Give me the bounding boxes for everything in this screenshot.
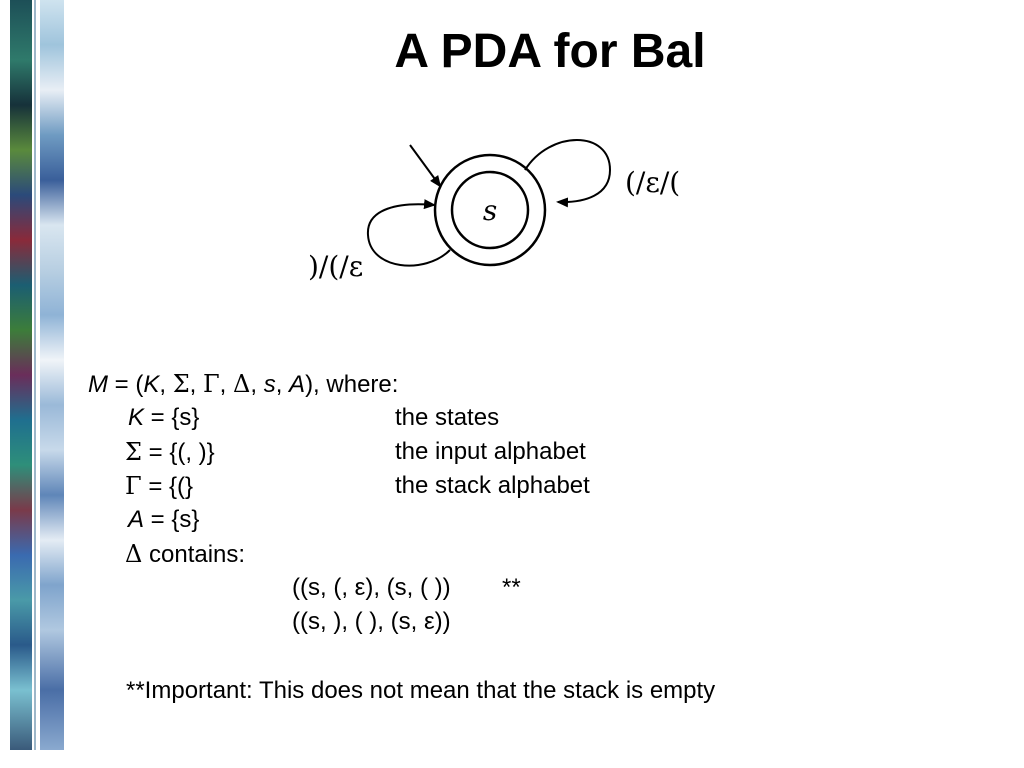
- comma: ,: [250, 371, 264, 398]
- row-symbol: Γ: [125, 472, 142, 500]
- state-label: s: [482, 194, 498, 227]
- row-symbol: Σ: [125, 438, 142, 466]
- comma: ,: [159, 371, 173, 398]
- right-self-loop: [525, 140, 610, 202]
- row-rhs: = {(}: [141, 473, 194, 500]
- def-row-k-desc: the states: [395, 404, 500, 431]
- where-text: ), where:: [305, 371, 399, 398]
- def-row-gamma: [125, 472, 193, 501]
- delta-contains-text: contains:: [142, 541, 246, 568]
- machine-symbol: M: [88, 371, 108, 398]
- accepting-set-symbol: A: [289, 371, 306, 398]
- def-row-gamma-desc: the stack alphabet: [395, 472, 590, 499]
- transition-1-note: **: [502, 574, 521, 601]
- def-row-sigma: [125, 438, 215, 467]
- row-symbol: K: [128, 404, 145, 431]
- comma: ,: [219, 371, 234, 398]
- left-loop-label: )/(/ε: [308, 250, 364, 283]
- def-row-sigma-desc: the input alphabet: [395, 438, 586, 465]
- comma: ,: [275, 371, 290, 398]
- decorative-divider: [34, 0, 36, 750]
- delta-symbol: Δ: [233, 370, 251, 398]
- machine-definition: [88, 370, 398, 399]
- delta-symbol: Δ: [125, 540, 143, 568]
- comma: ,: [189, 371, 204, 398]
- transition-2: ((s, ), ( ), (s, ε)): [292, 608, 451, 635]
- eq-open: = (: [108, 371, 144, 398]
- footnote: **Important: This does not mean that the stack is empty: [126, 677, 716, 704]
- delta-contains: [125, 540, 245, 569]
- decorative-strip-left: [10, 0, 32, 750]
- slide-title: A PDA for Bal: [394, 25, 706, 78]
- decorative-strip-right: [40, 0, 64, 750]
- def-row-a: [128, 506, 199, 534]
- right-loop-label: (/ε/(: [625, 166, 681, 199]
- gamma-symbol: Γ: [203, 370, 220, 398]
- start-arrow: [410, 145, 440, 186]
- sigma-symbol: Σ: [172, 370, 190, 398]
- def-row-k: [128, 404, 199, 432]
- row-rhs: = {s}: [144, 506, 200, 533]
- start-state-symbol: s: [263, 371, 276, 398]
- k-symbol: K: [143, 371, 160, 398]
- row-symbol: A: [128, 506, 145, 533]
- row-rhs: = {(, )}: [141, 439, 215, 466]
- left-self-loop: [368, 204, 450, 265]
- pda-state-diagram: [290, 110, 710, 300]
- transition-1: ((s, (, ε), (s, ( )): [292, 574, 451, 601]
- row-rhs: = {s}: [144, 404, 200, 431]
